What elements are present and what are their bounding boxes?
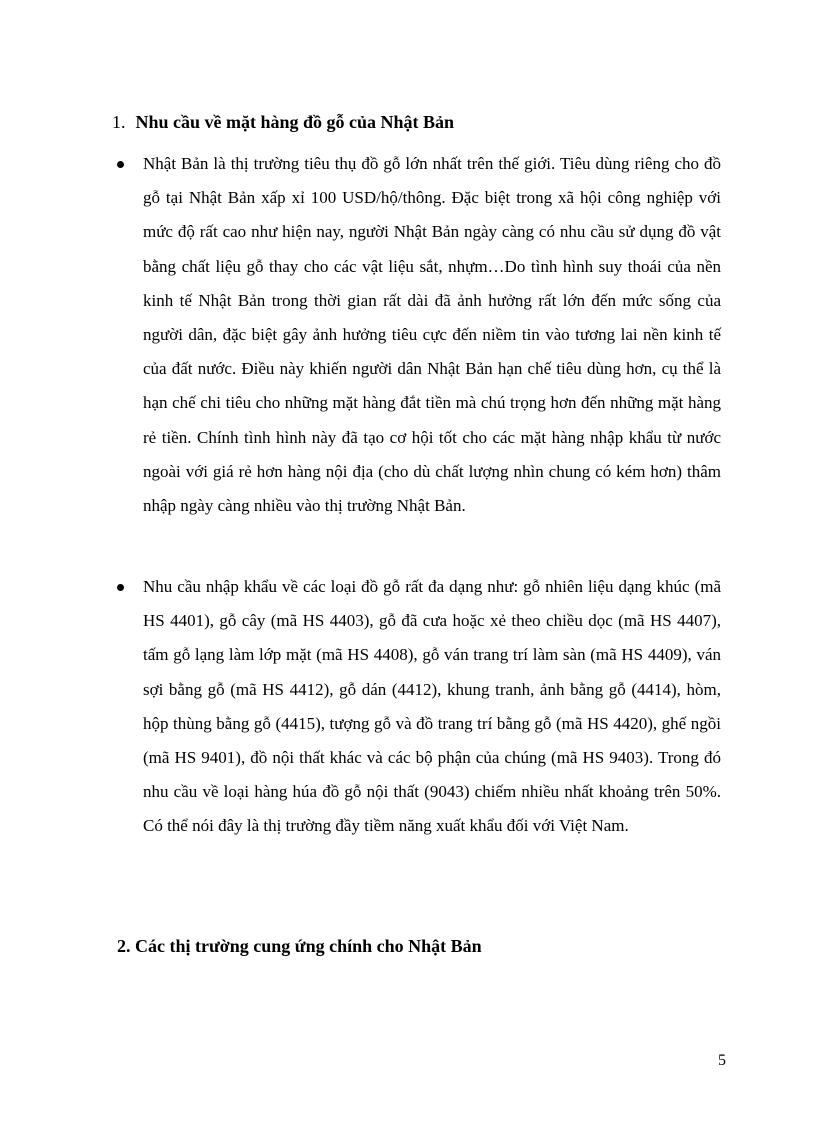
paragraph-japan-market: Nhật Bản là thị trường tiêu thụ đồ gỗ lớn nhất trên thế giới. Tiêu dùng riêng cho đồ gỗ tại Nhật Bản xấp xỉ 100 USD/hộ/thông. Đặc biệt trong xã hội công nghiệp với mức độ rất cao như hiện nay, người Nhật Bản ngày càng có nhu cầu sử dụng đồ vật bằng chất liệu gỗ thay cho các vật liệu sắt, nhựm…Do tình hình suy thoái của nền kinh tế Nhật Bản trong thời gian rất dài đã ảnh hưởng rất lớn đến mức sống của người dân, đặc biệt gây ảnh hưởng tiêu cực đến niềm tin vào tương lai nền kinh tế của đất nước. Điều này khiến người dân Nhật Bản hạn chế tiêu dùng hơn, cụ thể là hạn chế chi tiêu cho những mặt hàng đắt tiền mà chú trọng hơn đến những mặt hàng rẻ tiền. Chính tình hình này đã tạo cơ hội tốt cho các mặt hàng nhập khẩu từ nước ngoài với giá rẻ hơn hàng nội địa (cho dù chất lượng nhìn chung có kém hơn) thâm nhập ngày càng nhiều vào thị trường Nhật Bản. xyxy=(143,154,721,516)
section-2-heading: 2. Các thị trường cung ứng chính cho Nhật Bản xyxy=(117,936,482,956)
paragraph-import-demand: Nhu cầu nhập khẩu về các loại đồ gỗ rất đa dạng như: gỗ nhiên liệu dạng khúc (mã HS 4401), gỗ cây (mã HS 4403), gỗ đã cưa hoặc xẻ theo chiều dọc (mã HS 4407), tấm gỗ lạng làm lớp mặt (mã HS 4408), gỗ ván trang trí làm sàn (mã HS 4409), ván sợi bằng gỗ (mã HS 4412), gỗ dán (4412), khung tranh, ảnh bằng gỗ (4414), hòm, hộp thùng bằng gỗ (4415), tượng gỗ và đồ trang trí bằng gỗ (mã HS 4420), ghế ngồi (mã HS 9401), đồ nội thất khác và các bộ phận của chúng (mã HS 9403). Trong đó nhu cầu về loại hàng húa đồ gỗ nội thất (9043) chiếm nhiều nhất khoảng trên 50%. Có thể nói đây là thị trường đầy tiềm năng xuất khẩu đối với Việt Nam. xyxy=(143,577,721,836)
page-number: 5 xyxy=(718,1052,726,1069)
bullet-dot-icon xyxy=(116,159,126,169)
bullet-dot-icon xyxy=(116,582,126,592)
section-1-heading xyxy=(112,111,454,133)
section-1-number: 1. xyxy=(112,112,126,132)
section-1-title: Nhu cầu về mặt hàng đồ gỗ của Nhật Bản xyxy=(135,112,455,132)
